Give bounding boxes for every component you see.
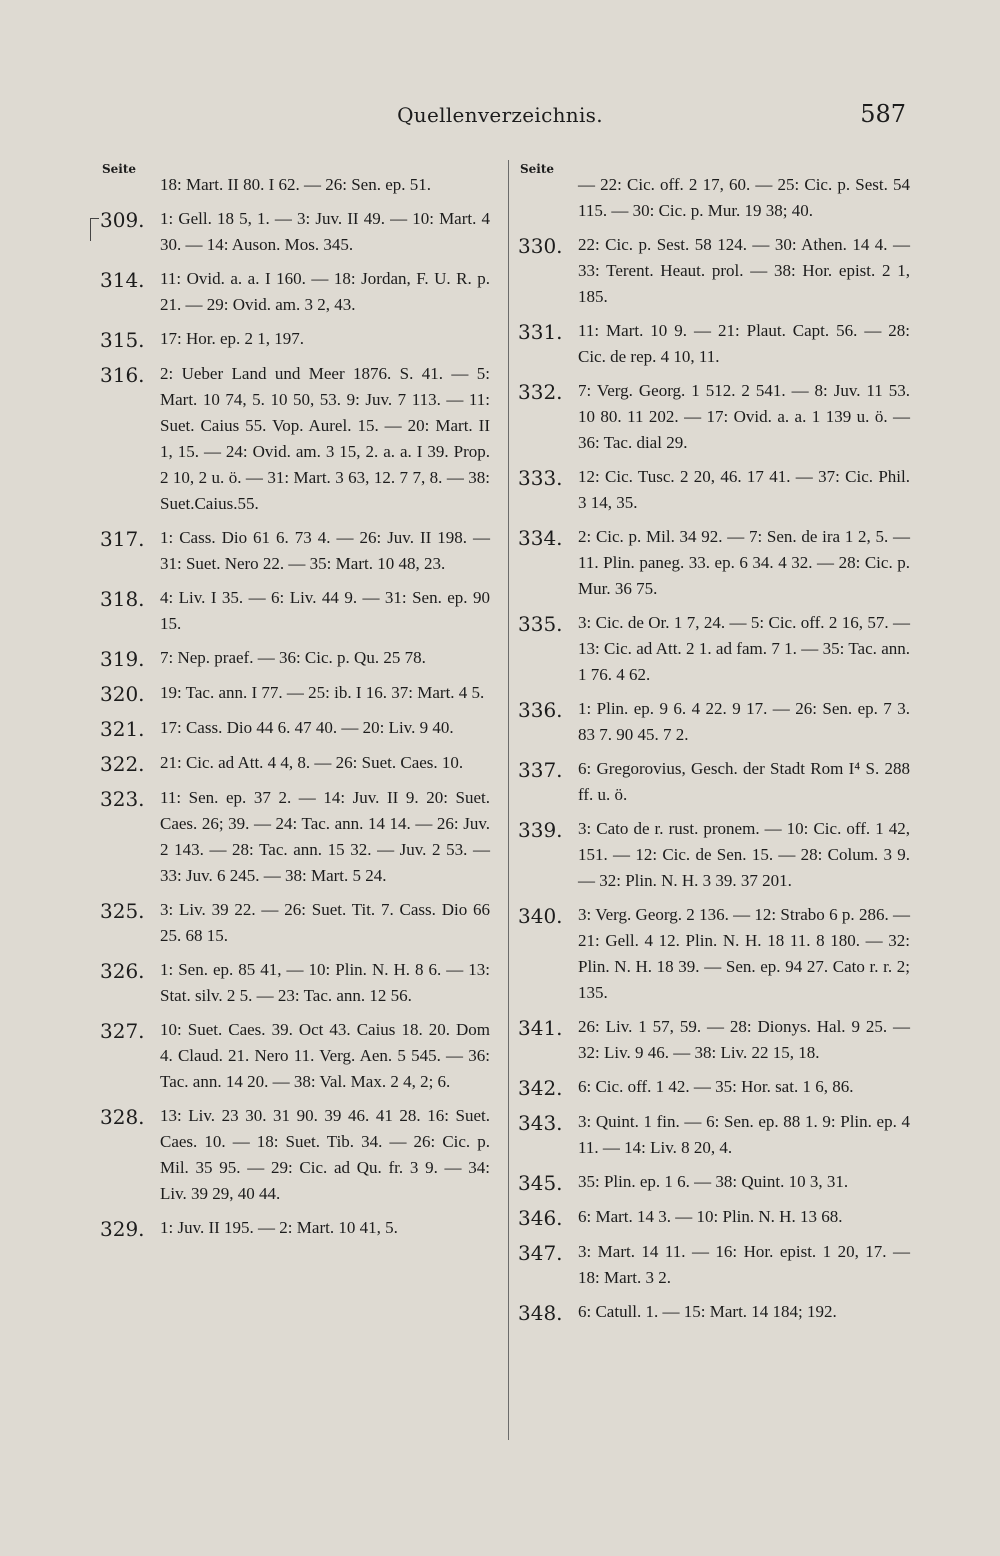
index-entry <box>100 1215 490 1242</box>
entry-sources: 12: Cic. Tusc. 2 20, 46. 17 41. — 37: Cic. Phil. 3 14, 35. <box>578 467 910 512</box>
entry-sources: 1: Gell. 18 5, 1. — 3: Juv. II 49. — 10: Mart. 4 30. — 14: Auson. Mos. 345. <box>160 209 490 254</box>
entry-page-number: 332. <box>518 380 563 404</box>
index-entry <box>518 610 910 688</box>
entry-sources: — 22: Cic. off. 2 17, 60. — 25: Cic. p. Sest. 54 115. — 30: Cic. p. Mur. 19 38; 40. <box>578 175 910 220</box>
index-entry <box>518 1239 910 1291</box>
entry-page-number: 339. <box>518 818 563 842</box>
index-entry <box>518 1169 910 1196</box>
index-entry <box>518 172 910 224</box>
index-entry <box>100 1017 490 1095</box>
index-entry <box>518 756 910 808</box>
index-entry <box>518 1109 910 1161</box>
index-entry <box>518 1074 910 1101</box>
entry-sources: 3: Liv. 39 22. — 26: Suet. Tit. 7. Cass. Dio 66 25. 68 15. <box>160 900 490 945</box>
entry-sources: 3: Mart. 14 11. — 16: Hor. epist. 1 20, 17. — 18: Mart. 3 2. <box>578 1242 910 1287</box>
entry-sources: 3: Cic. de Or. 1 7, 24. — 5: Cic. off. 2 16, 57. — 13: Cic. ad Att. 2 1. ad fam. 7 1. — 35: Tac. ann. 1 76. 4 62. <box>578 613 910 684</box>
entry-sources: 7: Nep. praef. — 36: Cic. p. Qu. 25 78. <box>160 648 426 667</box>
entry-sources: 1: Juv. II 195. — 2: Mart. 10 41, 5. <box>160 1218 398 1237</box>
entry-sources: 3: Cato de r. rust. pronem. — 10: Cic. off. 1 42, 151. — 12: Cic. de Sen. 15. — 28: Colum. 3 9. — 32: Plin. N. H. 3 39. 37 201. <box>578 819 910 890</box>
index-entry <box>100 326 490 353</box>
entry-sources: 10: Suet. Caes. 39. Oct 43. Caius 18. 20. Dom 4. Claud. 21. Nero 11. Verg. Aen. 5 545. — 36: Tac. ann. 14 20. — 38: Val. Max. 2 4, 2; 6. <box>160 1020 490 1091</box>
index-entry <box>518 1014 910 1066</box>
entry-page-number: 322. <box>100 752 145 776</box>
entry-page-number: 333. <box>518 466 563 490</box>
entry-page-number: 335. <box>518 612 563 636</box>
entry-page-number: 336. <box>518 698 563 722</box>
index-entry <box>100 897 490 949</box>
index-entry <box>100 785 490 889</box>
index-entry <box>100 750 490 777</box>
index-entry <box>100 645 490 672</box>
running-header-title: Quellenverzeichnis. <box>397 103 603 127</box>
margin-bracket-mark <box>90 218 99 241</box>
index-entry <box>518 232 910 310</box>
entry-sources: 21: Cic. ad Att. 4 4, 8. — 26: Suet. Caes. 10. <box>160 753 464 772</box>
entry-sources: 6: Gregorovius, Gesch. der Stadt Rom I⁴ S. 288 ff. u. ö. <box>578 759 910 804</box>
left-column <box>100 158 490 1250</box>
entry-sources: 6: Catull. 1. — 15: Mart. 14 184; 192. <box>578 1302 837 1321</box>
index-entry <box>518 1299 910 1326</box>
entry-page-number: 329. <box>100 1217 145 1241</box>
index-entry <box>100 680 490 707</box>
entry-sources: 19: Tac. ann. I 77. — 25: ib. I 16. 37: Mart. 4 5. <box>160 683 485 702</box>
entry-sources: 17: Cass. Dio 44 6. 47 40. — 20: Liv. 9 40. <box>160 718 454 737</box>
column-divider <box>508 160 509 1440</box>
index-entry <box>518 902 910 1006</box>
entry-sources: 35: Plin. ep. 1 6. — 38: Quint. 10 3, 31. <box>578 1172 849 1191</box>
entry-sources: 1: Plin. ep. 9 6. 4 22. 9 17. — 26: Sen. ep. 7 3. 83 7. 90 45. 7 2. <box>578 699 910 744</box>
entry-page-number: 348. <box>518 1301 563 1325</box>
entry-page-number: 315. <box>100 328 145 352</box>
index-entry <box>100 361 490 517</box>
entry-sources: 11: Mart. 10 9. — 21: Plaut. Capt. 56. — 28: Cic. de rep. 4 10, 11. <box>578 321 910 366</box>
entry-sources: 17: Hor. ep. 2 1, 197. <box>160 329 305 348</box>
seite-label-left: Seite <box>102 162 137 176</box>
entry-sources: 7: Verg. Georg. 1 512. 2 541. — 8: Juv. 11 53. 10 80. 11 202. — 17: Ovid. a. a. 1 139 u. ö. — 36: Tac. dial 29. <box>578 381 910 452</box>
entry-page-number: 320. <box>100 682 145 706</box>
entry-page-number: 341. <box>518 1016 563 1040</box>
entry-sources: 13: Liv. 23 30. 31 90. 39 46. 41 28. 16: Suet. Caes. 10. — 18: Suet. Tib. 34. — 26: Cic. p. Mil. 35 95. — 29: Cic. ad Qu. fr. 3 9. — 34: Liv. 39 29, 40 44. <box>160 1106 490 1203</box>
entry-sources: 1: Cass. Dio 61 6. 73 4. — 26: Juv. II 198. — 31: Suet. Nero 22. — 35: Mart. 10 48, 23. <box>160 528 490 573</box>
entry-sources: 6: Cic. off. 1 42. — 35: Hor. sat. 1 6, 86. <box>578 1077 854 1096</box>
entry-page-number: 340. <box>518 904 563 928</box>
entry-sources: 2: Cic. p. Mil. 34 92. — 7: Sen. de ira 1 2, 5. — 11. Plin. paneg. 33. ep. 6 34. 4 32. — 28: Cic. p. Mur. 36 75. <box>578 527 910 598</box>
entry-page-number: 309. <box>100 208 145 232</box>
index-entry <box>100 206 490 258</box>
right-column <box>518 158 910 1334</box>
index-entry <box>518 318 910 370</box>
entry-sources: 3: Verg. Georg. 2 136. — 12: Strabo 6 p. 286. — 21: Gell. 4 12. Plin. N. H. 18 11. 8 180. — 32: Plin. N. H. 18 39. — Sen. ep. 94 27. Cato r. r. 2; 135. <box>578 905 910 1002</box>
index-entry <box>100 172 490 198</box>
entry-page-number: 326. <box>100 959 145 983</box>
index-entry <box>100 715 490 742</box>
entry-sources: 4: Liv. I 35. — 6: Liv. 44 9. — 31: Sen. ep. 90 15. <box>160 588 490 633</box>
index-entry <box>518 696 910 748</box>
index-entry <box>100 957 490 1009</box>
entry-page-number: 331. <box>518 320 563 344</box>
entry-page-number: 314. <box>100 268 145 292</box>
entry-page-number: 330. <box>518 234 563 258</box>
entry-page-number: 321. <box>100 717 145 741</box>
page-number: 587 <box>860 100 906 128</box>
index-entry <box>518 524 910 602</box>
entry-page-number: 316. <box>100 363 145 387</box>
index-entry <box>518 464 910 516</box>
entry-page-number: 342. <box>518 1076 563 1100</box>
entry-sources: 3: Quint. 1 fin. — 6: Sen. ep. 88 1. 9: Plin. ep. 4 11. — 14: Liv. 8 20, 4. <box>578 1112 910 1157</box>
left-entries <box>100 172 490 1242</box>
entry-page-number: 327. <box>100 1019 145 1043</box>
index-entry <box>100 585 490 637</box>
entry-page-number: 325. <box>100 899 145 923</box>
entry-sources: 2: Ueber Land und Meer 1876. S. 41. — 5: Mart. 10 74, 5. 10 50, 53. 9: Juv. 7 113. — 11: Suet. Caius 55. Vop. Aurel. 15. — 20: Mart. II 1, 15. — 24: Ovid. am. 3 15, 2. a. a. I 39. Prop. 2 10, 2 u. ö. — 31: Mart. 3 63, 12. 7 7, 8. — 38: Suet.Caius.55. <box>160 364 490 513</box>
entry-page-number: 345. <box>518 1171 563 1195</box>
entry-page-number: 334. <box>518 526 563 550</box>
entry-page-number: 318. <box>100 587 145 611</box>
entry-page-number: 317. <box>100 527 145 551</box>
entry-sources: 1: Sen. ep. 85 41, — 10: Plin. N. H. 8 6. — 13: Stat. silv. 2 5. — 23: Tac. ann. 12 56. <box>160 960 490 1005</box>
entry-sources: 26: Liv. 1 57, 59. — 28: Dionys. Hal. 9 25. — 32: Liv. 9 46. — 38: Liv. 22 15, 18. <box>578 1017 910 1062</box>
index-entry <box>518 816 910 894</box>
entry-sources: 11: Sen. ep. 37 2. — 14: Juv. II 9. 20: Suet. Caes. 26; 39. — 24: Tac. ann. 14 14. — 26: Juv. 2 143. — 28: Tac. ann. 15 32. — Juv. 2 53. — 33: Juv. 6 245. — 38: Mart. 5 24. <box>160 788 490 885</box>
entry-page-number: 346. <box>518 1206 563 1230</box>
entry-sources: 22: Cic. p. Sest. 58 124. — 30: Athen. 14 4. — 33: Terent. Heaut. prol. — 38: Hor. epist. 2 1, 185. <box>578 235 910 306</box>
entry-page-number: 328. <box>100 1105 145 1129</box>
entry-page-number: 347. <box>518 1241 563 1265</box>
index-entry <box>518 378 910 456</box>
index-entry <box>518 1204 910 1231</box>
right-entries <box>518 172 910 1326</box>
index-entry <box>100 266 490 318</box>
seite-label-right: Seite <box>520 162 555 176</box>
entry-page-number: 319. <box>100 647 145 671</box>
entry-page-number: 343. <box>518 1111 563 1135</box>
entry-page-number: 323. <box>100 787 145 811</box>
entry-sources: 18: Mart. II 80. I 62. — 26: Sen. ep. 51. <box>160 175 432 194</box>
index-entry <box>100 525 490 577</box>
entry-sources: 6: Mart. 14 3. — 10: Plin. N. H. 13 68. <box>578 1207 843 1226</box>
entry-sources: 11: Ovid. a. a. I 160. — 18: Jordan, F. U. R. p. 21. — 29: Ovid. am. 3 2, 43. <box>160 269 490 314</box>
entry-page-number: 337. <box>518 758 563 782</box>
index-entry <box>100 1103 490 1207</box>
